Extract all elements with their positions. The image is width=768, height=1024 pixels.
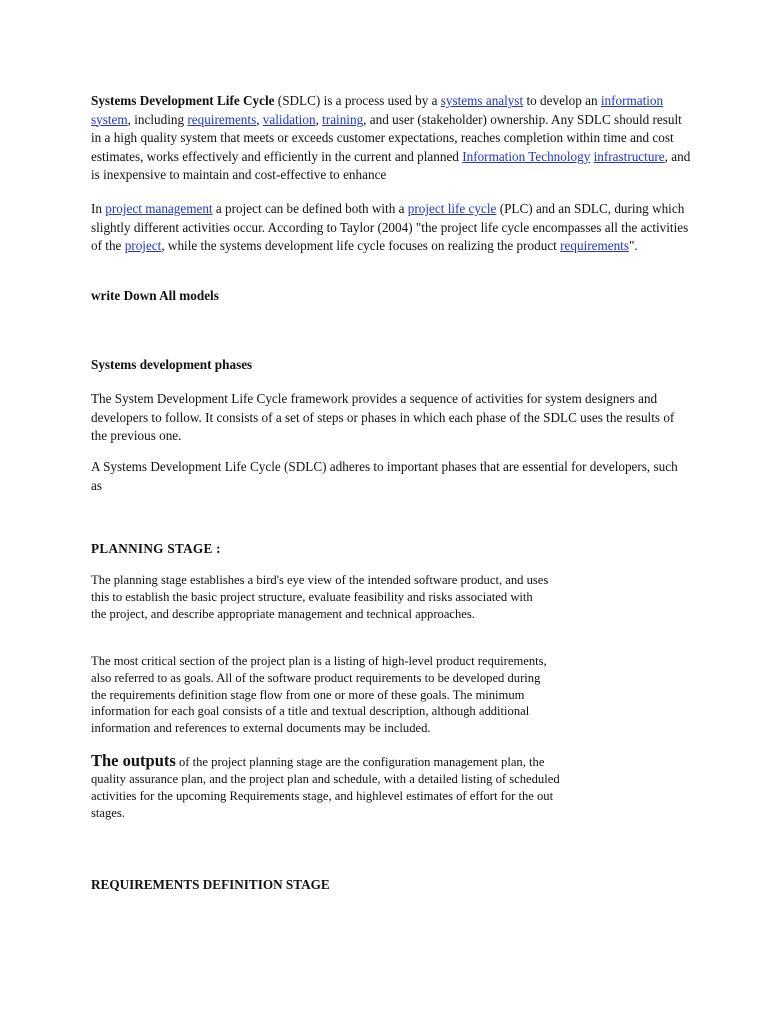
sdlc-term: Systems Development Life Cycle [91,93,275,108]
models-heading: write Down All models [91,288,219,303]
project-plan-paragraph: The most critical section of the project plan is a listing of high-level product requirements, also referred to as goals. All of the software product requirements to be developed during the requirements definition stage flow from one or more of these goals. The minimum information for each goal consists of a title and textual description, although additional information and references to external documents may be included. [91,654,547,736]
text-span: (SDLC) is a process used by a [274,93,441,108]
text-span: , while the systems development life cycle focuses on realizing the product [161,238,561,253]
text-span: , [256,111,263,127]
planning-overview-paragraph: The planning stage establishes a bird's eye view of the intended software product, and uses this to establish the basic project structure, evaluate feasibility and risks associated with the project, and describe appropriate management and technical approaches. [91,573,549,621]
link-information-technology[interactable]: Information Technology [462,148,591,164]
text-span: , including [127,111,188,127]
link-project[interactable]: project [124,238,162,253]
outputs-paragraph [91,752,571,822]
text-span: , [315,111,323,127]
link-requirements-2[interactable]: requirements [560,238,629,253]
framework-paragraph: The System Development Life Cycle framework provides a sequence of activities for system designers and developers to follow. It consists of a set of steps or phases in which each phase of the SDLC uses the results of the previous one. [91,391,675,443]
phases-intro-paragraph: A Systems Development Life Cycle (SDLC) adheres to important phases that are essential for developers, such as [91,459,678,493]
link-project-management[interactable]: project management [105,201,213,216]
phases-heading: Systems development phases [91,357,253,372]
link-systems-analyst[interactable]: systems analyst [440,93,524,108]
link-infrastructure[interactable]: infrastructure [593,148,665,164]
text-span: (PLC) and an SDLC, during which slightly different activities occur. According to Taylor (2004) "the project life cycle encompasses all the activities of the [91,201,689,253]
text-span: , and user (stakeholder) ownership. Any SDLC should result in a high quality system that meets or exceeds customer expectations, reaches completion within time and cost estimates, works effectively and efficiently in the current and planned [91,111,682,164]
planning-stage-heading: PLANNING STAGE : [91,541,221,556]
text-span: of the project planning stage are the configuration management plan, the quality assurance plan, and the project plan and schedule, with a detailed listing of scheduled activities for the upcoming Requirements stage, and highlevel estimates of effort for the out stages. [91,755,560,820]
sdlc-intro-paragraph [91,92,691,185]
text-span: ". [628,238,638,253]
text-span: , and is inexpensive to maintain and cost-effective to enhance [91,148,691,182]
text-span: a project can be defined both with a [212,201,408,216]
link-information-system[interactable]: information system [91,93,664,127]
link-project-life-cycle[interactable]: project life cycle [407,201,497,216]
link-requirements[interactable]: requirements [187,111,257,127]
outputs-term: The outputs [91,751,176,770]
text-span: In [91,201,106,216]
project-management-paragraph [91,200,691,256]
text-span: to develop an [523,93,601,108]
link-validation[interactable]: validation [262,111,316,127]
requirements-stage-heading: REQUIREMENTS DEFINITION STAGE [91,877,330,892]
link-training[interactable]: training [322,111,364,127]
